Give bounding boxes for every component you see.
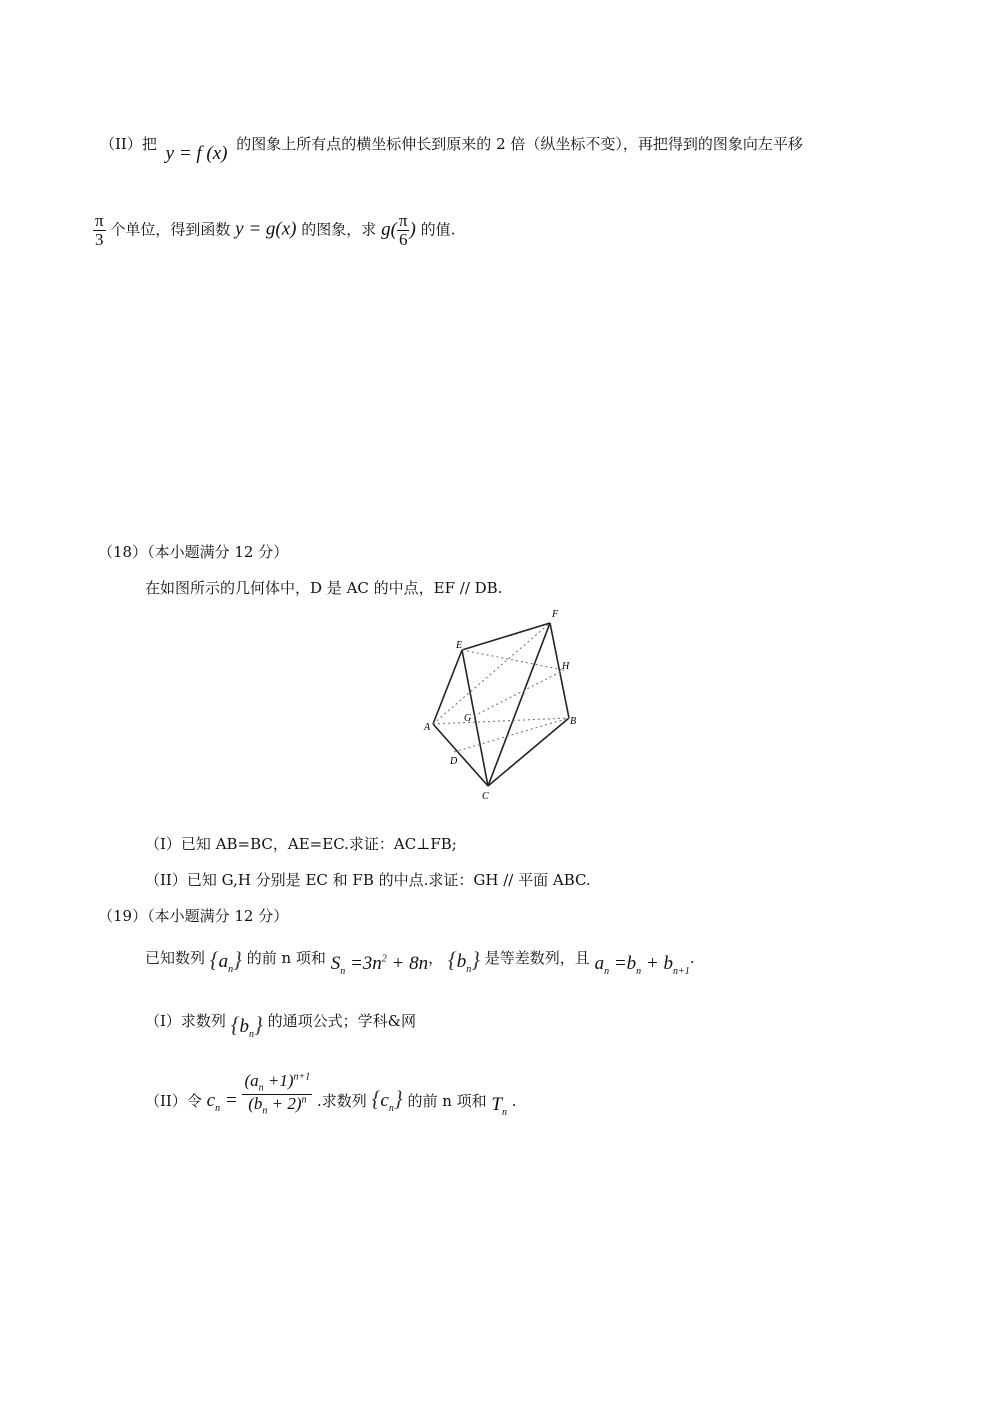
formula-Sn: $S_n =3n^2 + 8n$ [330, 953, 429, 977]
q19-header: （19）（本小题满分 12 分） [98, 907, 289, 925]
formula-y-gx: y = g(x) [235, 218, 302, 240]
label-H: H [562, 661, 570, 672]
q19-part2: （II）令 $c_n$ = $\frac{(a_n +1)^{n+1}}{(b_n + 2)^n}$ .求数列 $\{c_n\}$ 的前 n 项和 $T_n$ . [145, 1071, 517, 1119]
q19-part2-text3: 的前 n 项和 [407, 1092, 487, 1111]
q17-part2-text2: 个单位，得到函数 [110, 220, 231, 239]
q19-intro-text2: 的前 n 项和 [246, 949, 326, 967]
q18-part2: （II）已知 G,H 分别是 EC 和 FB 的中点.求证：GH // 平面 ABC. [145, 871, 591, 889]
seq-b-n: $\{b_n\}$ [447, 947, 481, 975]
q17-part2-text4: 的值. [420, 220, 456, 239]
q18-part1: （I）已知 AB=BC，AE=EC.求证：AC⊥FB; [145, 835, 457, 853]
q19-intro-text1: 已知数列 [145, 949, 206, 967]
label-A: A [424, 722, 431, 733]
label-C: C [482, 791, 489, 802]
q19-part2-text2: .求数列 [317, 1092, 367, 1111]
fraction-cn: $\frac{(a_n +1)^{n+1}}{(b_n + 2)^n}$ [244, 1071, 311, 1117]
seq-a-n: $\{a_n\}$ [209, 947, 242, 975]
q17-part2-line2 [93, 212, 455, 249]
q17-part2-text1: 的图象上所有点的横坐标伸长到原来的 2 倍（纵坐标不变），再把得到的图象向左平移 [236, 135, 803, 153]
q17-part2-text3: 的图象，求 [301, 220, 377, 239]
q19-part1 [145, 1006, 416, 1040]
q19-intro: 已知数列 $\{a_n\}$ 的前 n 项和 $S_n =3n^2 + 8n$， $\{b_n\}$ 是等差数列，且 $a_n =b_n + b_{n+1}$. [145, 947, 695, 977]
geometry-figure [418, 606, 598, 806]
label-B: B [570, 716, 577, 727]
q19-part2-text1: （II）令 [145, 1092, 202, 1111]
formula-g-pi-6: g( $\frac{\pi}{6}$ ) [381, 211, 416, 249]
q17-part2-line1 [100, 133, 803, 164]
formula-an-bn: $a_n =b_n + b_{n+1}$ [594, 953, 690, 977]
q19-intro-text3: 是等差数列，且 [484, 949, 590, 967]
q19-part1-text2: 的通项公式；学科&网 [267, 1012, 416, 1030]
formula-Tn: $T_n$ [491, 1094, 507, 1119]
formula-y-fx: y = f (x) [165, 143, 228, 164]
label-G: G [464, 713, 472, 724]
q19-part1-text1: （I）求数列 [145, 1012, 226, 1030]
label-D: D [450, 756, 458, 767]
fraction-pi-over-3: $\frac{\pi}{3}$ [95, 211, 104, 250]
q18-intro: 在如图所示的几何体中，D 是 AC 的中点，EF // DB. [145, 579, 503, 597]
seq-b-n-2: $\{b_n\}$ [230, 1012, 263, 1040]
q17-part2-label: （II）把 [100, 135, 157, 153]
label-E: E [456, 640, 463, 651]
seq-c-n: $\{c_n\}$ [371, 1086, 403, 1115]
formula-cn: $c_n$ = [206, 1090, 238, 1115]
q18-header: （18）（本小题满分 12 分） [98, 543, 289, 561]
label-F: F [552, 609, 559, 620]
